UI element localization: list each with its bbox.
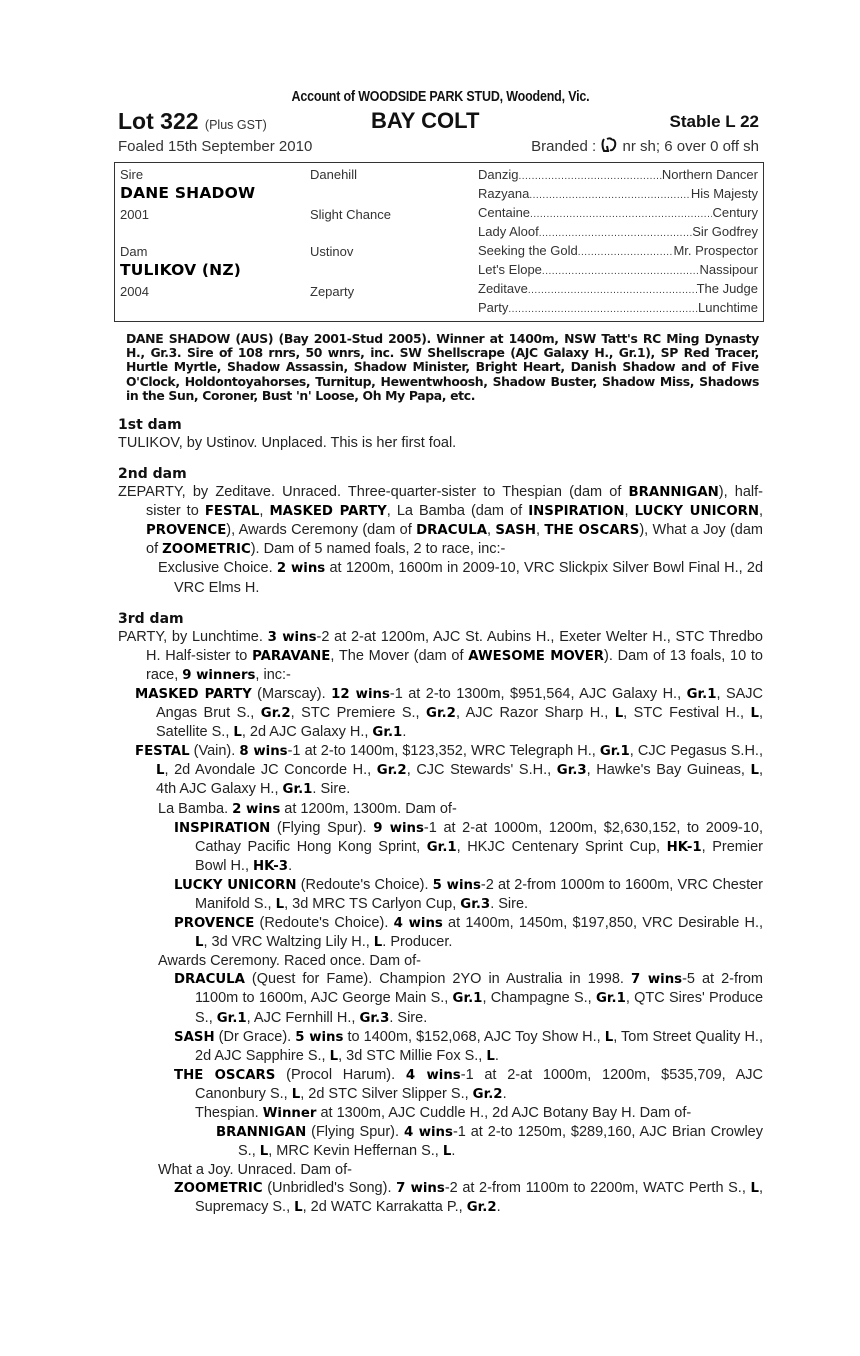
ancestor-name: Seeking the Gold xyxy=(478,243,578,258)
text-run: (Flying Spur). xyxy=(270,819,374,836)
text-run: -1 at 2-to 1400m, $123,352, WRC Telegraph H., xyxy=(287,743,600,760)
text-run: TULIKOV, by Ustinov. Unplaced. This is her first foal. xyxy=(118,435,457,452)
ancestor-sire: His Majesty xyxy=(690,186,758,201)
sire-sire: Danehill xyxy=(310,167,357,182)
pedigree-paragraph xyxy=(118,483,763,559)
bold-run: 7 wins xyxy=(396,1181,445,1197)
ancestor-sire: Lunchtime xyxy=(698,300,758,315)
text-run: , xyxy=(535,522,545,539)
ancestor-name: Let's Elope xyxy=(478,262,542,277)
bold-run: Gr.2 xyxy=(260,706,291,722)
text-run: (Flying Spur). xyxy=(306,1124,404,1141)
text-run: PARTY, by Lunchtime. xyxy=(118,628,268,645)
bold-run: ZOOMETRIC xyxy=(162,542,251,558)
dam-section xyxy=(118,417,763,452)
pedigree-paragraph xyxy=(118,914,763,952)
bold-run: L xyxy=(291,1086,301,1102)
ancestor-sire: Sir Godfrey xyxy=(692,224,758,239)
bold-run: L xyxy=(486,1048,495,1064)
bold-run: AWESOME MOVER xyxy=(468,648,605,664)
text-run: , xyxy=(759,503,764,520)
bold-run: Gr.2 xyxy=(472,1086,503,1102)
bold-run: Gr.1 xyxy=(282,782,313,798)
pedigree-gen3-row xyxy=(478,186,758,204)
bold-run: MASKED PARTY xyxy=(135,686,252,702)
text-run: at 1300m, AJC Cuddle H., 2d AJC Botany Bay H. Dam of- xyxy=(316,1105,692,1122)
text-run: -1 at 2-at 1000m, 1200m, $2,630,152, to 2009-10, Cathay Pacific Hong Kong Sprint, xyxy=(195,819,763,855)
leader-dots xyxy=(508,300,698,318)
ancestor-sire: Northern Dancer xyxy=(661,167,758,182)
pedigree-gen3-row xyxy=(478,281,758,299)
brand-mark-icon xyxy=(600,136,618,154)
text-run: , 2d WATC Karrakatta P., xyxy=(302,1199,467,1216)
bold-run: 12 wins xyxy=(331,686,390,702)
section-heading: 2nd dam xyxy=(118,466,187,483)
text-run: , SAJC Angas Brut S., xyxy=(156,685,764,722)
text-run: , AJC Razor Sharp H., xyxy=(455,705,615,722)
brand-info xyxy=(531,136,759,158)
sire-name: DANE SHADOW xyxy=(120,184,256,202)
text-run: at 1200m, 1300m. Dam of- xyxy=(280,800,457,817)
pedigree-gen3-row xyxy=(478,205,758,223)
section-heading: 3rd dam xyxy=(118,610,184,627)
bold-run: SASH xyxy=(495,523,536,539)
text-run: (Unbridled's Song). xyxy=(262,1180,397,1197)
bold-run: Gr.1 xyxy=(452,991,483,1007)
text-run: -2 at 2-from 1000m to 1600m, VRC Chester Manifold S., xyxy=(195,876,764,912)
branded-details: nr sh; 6 over 0 off sh xyxy=(622,138,759,155)
text-run: , MRC Kevin Heffernan S., xyxy=(268,1143,443,1160)
bold-run: PROVENCE xyxy=(174,916,255,932)
text-run: (Dr Grace). xyxy=(214,1028,296,1045)
ancestor-sire: The Judge xyxy=(696,281,758,296)
pedigree-paragraph xyxy=(118,876,763,914)
text-run: ), half-sister to xyxy=(146,484,763,520)
pedigree-paragraph xyxy=(118,742,763,799)
pedigree-paragraph xyxy=(118,819,763,876)
bold-run: 5 wins xyxy=(295,1029,344,1045)
bold-run: L xyxy=(442,1144,452,1160)
foaled-date: Foaled 15th September 2010 xyxy=(118,138,313,155)
gst-note: (Plus GST) xyxy=(204,118,267,132)
text-run: , STC Festival H., xyxy=(623,705,751,722)
pedigree-paragraph xyxy=(118,1123,763,1161)
text-run: Exclusive Choice. xyxy=(158,560,277,577)
text-run: . xyxy=(496,1199,501,1216)
bold-run: 7 wins xyxy=(630,972,683,988)
sire-dam: Slight Chance xyxy=(310,207,391,222)
pedigree-paragraph xyxy=(118,1066,763,1104)
text-run: ), What a Joy (dam of xyxy=(146,522,764,558)
text-run: -1 at 2-to 1250m, $289,160, AJC Brian Crowley S., xyxy=(238,1124,763,1160)
text-run: (Redoute's Choice). xyxy=(254,915,394,932)
text-run: , The Mover (dam of xyxy=(330,647,469,664)
text-run: -2 at 2-at 1200m, AJC St. Aubins H., Exeter Welter H., STC Thredbo H. Half-sister to xyxy=(146,628,763,664)
bold-run: 4 wins xyxy=(405,1067,461,1083)
branded-label: Branded : xyxy=(531,138,597,155)
bold-run: Gr.1 xyxy=(595,991,626,1007)
bold-run: L xyxy=(604,1029,614,1045)
text-run: . Producer. xyxy=(382,934,453,951)
text-run: , 2d STC Silver Slipper S., xyxy=(300,1085,473,1102)
bold-run: 2 wins xyxy=(232,801,281,817)
text-run: , AJC Fernhill H., xyxy=(246,1009,360,1026)
bold-run: MASKED PARTY xyxy=(269,504,387,520)
foaling-row xyxy=(118,136,763,158)
text-run: -5 at 2-from 1100m to 1600m, AJC George Main S., xyxy=(195,971,763,1007)
text-run: , CJC Stewards' S.H., xyxy=(406,762,557,779)
bold-run: PROVENCE xyxy=(146,523,227,539)
bold-run: Gr.2 xyxy=(426,706,456,722)
bold-run: L xyxy=(329,1048,339,1064)
text-run: . xyxy=(502,1085,507,1102)
text-run: Thespian. xyxy=(195,1105,263,1122)
pedigree-paragraph xyxy=(118,628,763,685)
bold-run: L xyxy=(373,935,383,951)
pedigree-gen3-row xyxy=(478,262,758,280)
leader-dots xyxy=(529,186,691,204)
text-run: . xyxy=(494,1047,499,1064)
bold-run: 5 wins xyxy=(432,877,481,893)
bold-run: 4 wins xyxy=(403,1125,453,1141)
bold-run: LUCKY UNICORN xyxy=(174,877,297,893)
text-run: , Premier Bowl H., xyxy=(195,838,763,874)
vendor-account: Account of WOODSIDE PARK STUD, Woodend, Vic. xyxy=(291,89,590,105)
text-run: , STC Premiere S., xyxy=(290,705,427,722)
lot-number xyxy=(118,108,267,138)
bold-run: L xyxy=(195,935,204,951)
leader-dots xyxy=(518,167,661,185)
text-run: , Hawke's Bay Guineas, xyxy=(586,762,751,779)
text-run: -1 at 2-to 1300m, $951,564, AJC Galaxy H., xyxy=(389,685,687,702)
dam-name: TULIKOV (NZ) xyxy=(120,261,242,279)
pedigree-paragraph xyxy=(118,970,763,1027)
bold-run: 2 wins xyxy=(276,561,326,577)
text-run: , xyxy=(487,522,496,539)
ancestor-name: Zeditave xyxy=(478,281,528,296)
bold-run: BRANNIGAN xyxy=(216,1125,307,1141)
bold-run: INSPIRATION xyxy=(174,820,271,836)
text-run: . xyxy=(451,1143,456,1160)
bold-run: PARAVANE xyxy=(252,648,331,664)
ancestor-name: Lady Aloof xyxy=(478,224,539,239)
bold-run: 9 winners xyxy=(182,667,256,683)
bold-run: Winner xyxy=(262,1106,317,1122)
text-run: . xyxy=(402,724,407,741)
dam-section xyxy=(118,466,763,597)
text-run: -2 at 2-from 1100m to 2200m, WATC Perth S., xyxy=(444,1180,751,1197)
bold-run: L xyxy=(614,706,624,722)
bold-run: 8 wins xyxy=(239,744,288,760)
text-run: , inc:- xyxy=(255,666,291,683)
pedigree-paragraph xyxy=(118,1161,763,1179)
ancestor-sire: Mr. Prospector xyxy=(673,243,758,258)
text-run: , 4th AJC Galaxy H., xyxy=(156,762,763,798)
text-run: . Sire. xyxy=(490,895,529,912)
pedigree-paragraph xyxy=(118,685,763,742)
sire-year: 2001 xyxy=(120,207,149,222)
text-run: , xyxy=(624,503,635,520)
bold-run: HK-1 xyxy=(666,839,702,855)
section-heading: 1st dam xyxy=(118,417,182,434)
ancestor-sire: Century xyxy=(712,205,758,220)
dam-section xyxy=(118,611,763,1218)
leader-dots xyxy=(528,281,697,299)
text-run: (Redoute's Choice). xyxy=(296,876,433,893)
text-run: (Procol Harum). xyxy=(275,1066,406,1083)
leader-dots xyxy=(530,205,712,223)
ancestor-name: Razyana xyxy=(478,186,530,201)
bold-run: FESTAL xyxy=(135,744,190,760)
text-run: , 2d Avondale JC Concorde H., xyxy=(164,762,377,779)
pedigree-paragraph xyxy=(118,434,763,452)
text-run: at 1200m, 1600m in 2009-10, VRC Slickpix Silver Bowl Final H., 2d VRC Elms H. xyxy=(174,560,764,596)
ancestor-name: Centaine xyxy=(478,205,531,220)
ancestor-name: Party xyxy=(478,300,509,315)
text-run: (Marscay). xyxy=(251,685,332,702)
bold-run: FESTAL xyxy=(204,504,260,520)
text-run: ), Awards Ceremony (dam of xyxy=(226,522,417,539)
leader-dots xyxy=(542,262,700,280)
text-run: , 2d AJC Galaxy H., xyxy=(241,724,373,741)
lot-header xyxy=(118,108,763,134)
text-run: ). Dam of 5 named foals, 2 to race, inc:- xyxy=(250,541,506,558)
dam-label: Dam xyxy=(120,244,148,259)
ancestor-name: Danzig xyxy=(478,167,519,182)
horse-description: BAY COLT xyxy=(371,108,480,133)
text-run: , 3d VRC Waltzing Lily H., xyxy=(203,934,374,951)
text-run: at 1400m, 1450m, $197,850, VRC Desirable H., xyxy=(442,915,763,932)
sire-label: Sire xyxy=(120,167,144,182)
text-run: -1 at 2-at 1000m, 1200m, $535,709, AJC Canonbury S., xyxy=(195,1066,763,1102)
bold-run: 3 wins xyxy=(267,629,317,645)
sire-summary: DANE SHADOW (AUS) (Bay 2001-Stud 2005). Winner at 1400m, NSW Tatt's RC Ming Dynasty H., Gr.3. Sire of 108 rnrs, 50 wnrs, inc. SW Shellscrape (AJC Galaxy H., Gr.1), SP Red Tracer, Hurtle Myrtle, Shadow Assassin, Shadow Minister, Bright Heart, Danish Shadow and of Five O'Clock, Holdontoyahorses, Turnitup, Hewentwhoosh, Shadow Buster, Shadow Miss, Shadows in the Sun, Coroner, Bust 'n' Loose, Oh My Papa, etc. xyxy=(126,331,759,403)
bold-run: Gr.2 xyxy=(376,763,407,779)
bold-run: Gr.1 xyxy=(686,686,717,702)
text-run: (Vain). xyxy=(189,743,240,760)
text-run: , Satellite S., xyxy=(156,705,763,741)
catalogue-page xyxy=(118,88,763,1218)
dam-year: 2004 xyxy=(120,284,149,299)
bold-run: 9 wins xyxy=(373,820,424,836)
dam-dam: Zeparty xyxy=(310,284,355,299)
bold-run: LUCKY UNICORN xyxy=(634,504,759,520)
text-run: La Bamba. xyxy=(158,800,233,817)
pedigree-table xyxy=(114,162,764,322)
ancestor-sire: Nassipour xyxy=(699,262,758,277)
text-run: , La Bamba (dam of xyxy=(386,503,529,520)
bold-run: HK-3 xyxy=(253,858,289,874)
bold-run: THE OSCARS xyxy=(174,1067,276,1083)
pedigree-gen3-row xyxy=(478,243,758,261)
text-run: , QTC Sires' Produce S., xyxy=(195,990,764,1026)
bold-run: Gr.1 xyxy=(216,1010,247,1026)
bold-run: L xyxy=(750,763,759,779)
pedigree-paragraph xyxy=(118,559,763,596)
bold-run: Gr.1 xyxy=(599,744,630,760)
bold-run: ZOOMETRIC xyxy=(174,1181,263,1197)
bold-run: Gr.3 xyxy=(460,896,491,912)
pedigree-gen3-row xyxy=(478,224,758,242)
bold-run: THE OSCARS xyxy=(544,523,640,539)
leader-dots xyxy=(578,243,674,261)
pedigree-gen3-row xyxy=(478,167,758,185)
pedigree-paragraph xyxy=(118,800,763,819)
family-sections xyxy=(118,417,763,1218)
bold-run: BRANNIGAN xyxy=(628,485,719,501)
bold-run: SASH xyxy=(174,1029,215,1045)
bold-run: DRACULA xyxy=(174,972,245,988)
bold-run: Gr.1 xyxy=(372,725,403,741)
leader-dots xyxy=(539,224,693,242)
bold-run: DRACULA xyxy=(416,523,488,539)
bold-run: L xyxy=(275,896,285,912)
text-run: . xyxy=(288,857,293,874)
stable-location: Stable L 22 xyxy=(669,112,759,131)
text-run: , 3d STC Millie Fox S., xyxy=(338,1047,487,1064)
text-run: (Quest for Fame). Champion 2YO in Australia in 1998. xyxy=(244,971,631,988)
pedigree-paragraph xyxy=(118,952,763,970)
bold-run: L xyxy=(233,725,242,741)
dam-sire: Ustinov xyxy=(310,244,354,259)
text-run: Awards Ceremony. Raced once. Dam of- xyxy=(158,953,421,970)
bold-run: L xyxy=(750,706,759,722)
text-run: to 1400m, $152,068, AJC Toy Show H., xyxy=(343,1028,605,1045)
bold-run: Gr.2 xyxy=(466,1200,497,1216)
bold-run: L xyxy=(259,1144,269,1160)
bold-run: L xyxy=(750,1181,759,1197)
text-run: . Sire. xyxy=(312,781,351,798)
text-run: ). Dam of 13 foals, 10 to race, xyxy=(146,647,763,683)
pedigree-paragraph xyxy=(118,1028,763,1066)
text-run: . Sire. xyxy=(389,1009,428,1026)
text-run: , xyxy=(259,503,270,520)
bold-run: INSPIRATION xyxy=(528,504,625,520)
pedigree-paragraph xyxy=(118,1179,763,1217)
bold-run: 4 wins xyxy=(393,916,443,932)
bold-run: L xyxy=(156,763,165,779)
text-run: , Tom Street Quality H., 2d AJC Sapphire S., xyxy=(195,1028,763,1064)
bold-run: Gr.1 xyxy=(426,839,457,855)
bold-run: Gr.3 xyxy=(556,763,587,779)
text-run: , Supremacy S., xyxy=(195,1180,764,1216)
text-run: , CJC Pegasus S.H., xyxy=(629,743,763,760)
pedigree-paragraph xyxy=(118,1104,763,1123)
text-run: What a Joy. Unraced. Dam of- xyxy=(158,1162,352,1179)
text-run: ZEPARTY, by Zeditave. Unraced. Three-quarter-sister to Thespian (dam of xyxy=(118,484,629,501)
pedigree-gen3-row xyxy=(478,300,758,318)
text-run: , HKJC Centenary Sprint Cup, xyxy=(456,838,667,855)
bold-run: L xyxy=(294,1200,303,1216)
lot-label: Lot 322 xyxy=(118,108,199,134)
text-run: , 3d MRC TS Carlyon Cup, xyxy=(284,895,461,912)
text-run: , Champagne S., xyxy=(482,990,596,1007)
bold-run: Gr.3 xyxy=(359,1010,390,1026)
